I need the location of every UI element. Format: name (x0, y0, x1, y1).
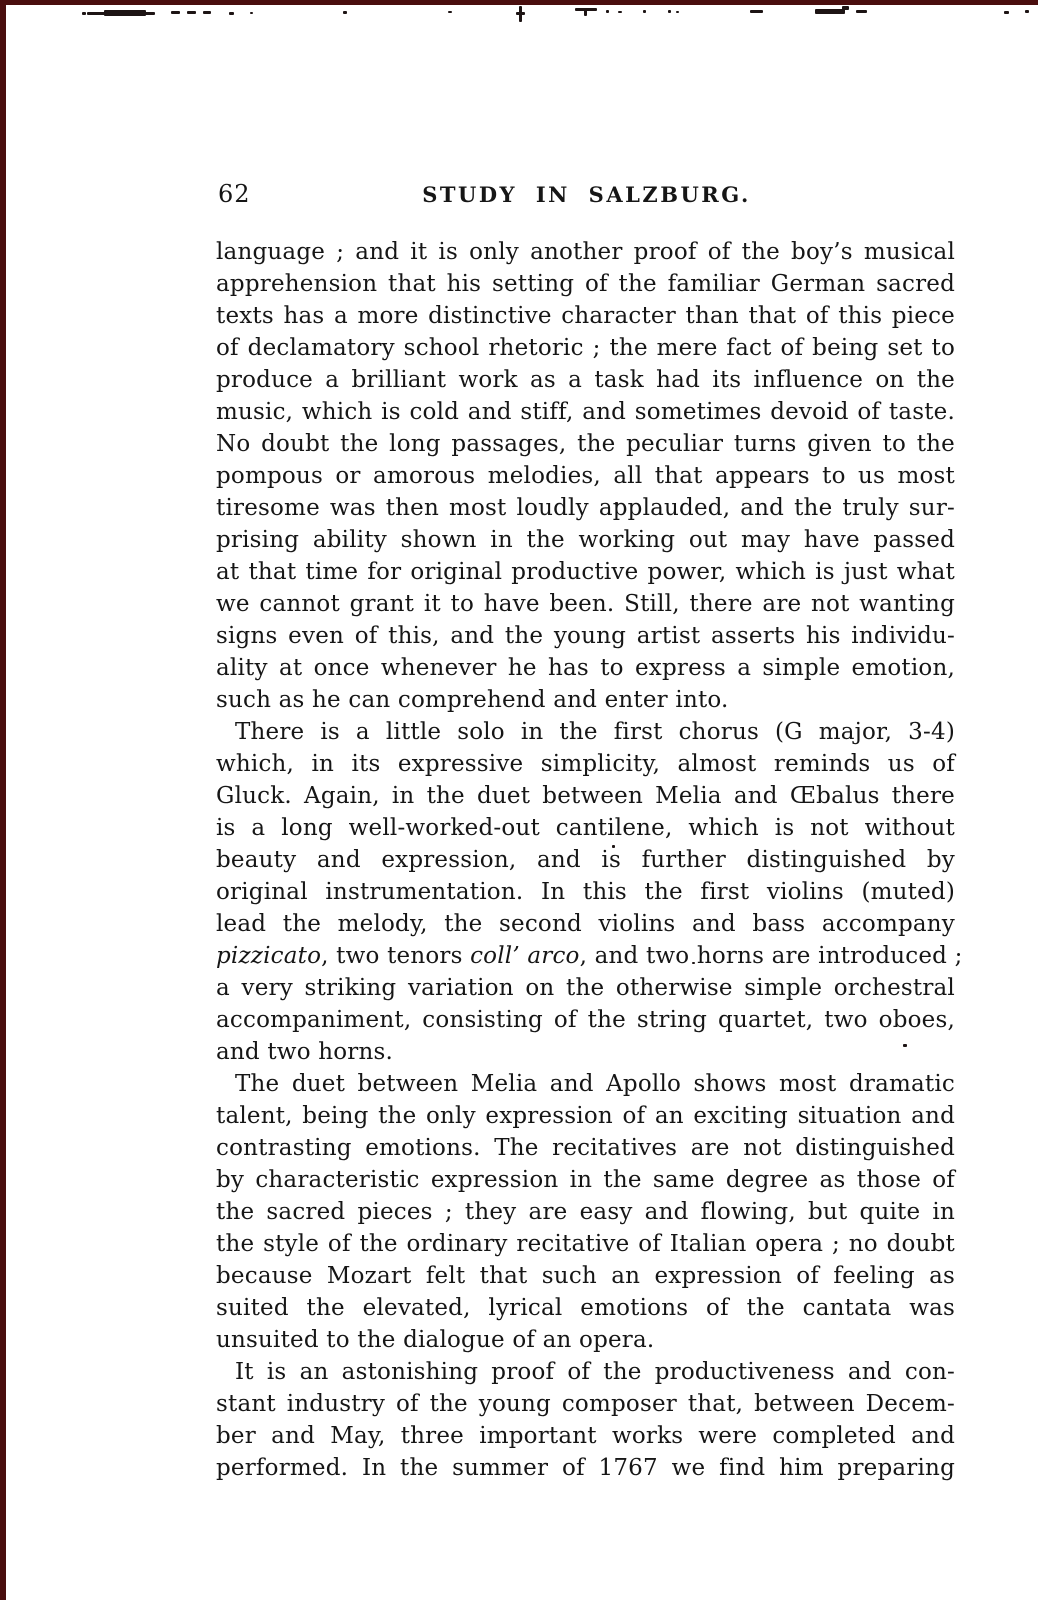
text-line (216, 396, 955, 428)
scan-mark (643, 10, 646, 13)
text-line (216, 1260, 955, 1292)
text-segment: , two tenors (321, 943, 471, 969)
text-line (216, 844, 955, 876)
scan-mark (448, 11, 452, 13)
text-line (216, 1004, 955, 1036)
text-segment: talent, being the only expression of an exciting situation and (216, 1103, 955, 1129)
text-segment: the style of the ordinary recitative of Italian opera ; no doubt (216, 1231, 955, 1257)
italic-text: coll’ arco (470, 943, 580, 969)
scan-mark (171, 11, 180, 14)
scan-mark (815, 9, 845, 14)
text-segment: prising ability shown in the working out may have passed (216, 527, 955, 553)
text-segment: because Mozart felt that such an expression of feeling as (216, 1263, 955, 1289)
text-line (216, 908, 955, 940)
running-title: STUDY IN SALZBURG. (422, 182, 751, 207)
scan-mark (618, 11, 622, 13)
text-segment: Gluck. Again, in the duet between Melia and Œbalus there (216, 783, 955, 809)
text-line (216, 1324, 955, 1356)
text-line (216, 1068, 955, 1100)
scan-mark (203, 11, 211, 14)
scan-mark (676, 11, 679, 13)
text-segment: beauty and expression, and is further distinguished by (216, 847, 955, 873)
text-line (216, 1132, 955, 1164)
scan-mark (104, 10, 146, 16)
text-line (216, 1292, 955, 1324)
scan-mark (229, 12, 234, 15)
text-segment: suited the elevated, lyrical emotions of the cantata was (216, 1295, 955, 1321)
scan-border-left (0, 0, 6, 1600)
text-line (216, 684, 955, 716)
text-line (216, 332, 955, 364)
scan-mark (1004, 11, 1009, 14)
text-line (216, 1420, 955, 1452)
text-line (216, 268, 955, 300)
text-line (216, 364, 955, 396)
text-line (216, 1036, 955, 1068)
text-segment: a very striking variation on the otherwise simple orchestral (216, 975, 955, 1001)
scan-mark (82, 12, 86, 15)
scan-mark (668, 10, 671, 13)
text-segment: such as he can comprehend and enter into. (216, 687, 729, 713)
text-line (216, 876, 955, 908)
text-line (216, 1196, 955, 1228)
body-text (216, 236, 963, 1484)
text-segment: lead the melody, the second violins and bass accompany (216, 911, 955, 937)
text-segment: the sacred pieces ; they are easy and flowing, but quite in (216, 1199, 955, 1225)
text-segment: accompaniment, consisting of the string quartet, two oboes, (216, 1007, 955, 1033)
text-segment: original instrumentation. In this the first violins (muted) (216, 879, 955, 905)
text-line (216, 716, 955, 748)
text-line (216, 460, 955, 492)
text-segment: at that time for original productive power, which is just what (216, 559, 955, 585)
text-segment: which, in its expressive simplicity, almost reminds us of (216, 751, 955, 777)
scan-mark (606, 10, 609, 13)
text-line (216, 972, 955, 1004)
scan-mark (842, 6, 849, 10)
scan-mark (856, 10, 867, 13)
text-segment: of declamatory school rhetoric ; the mere fact of being set to (216, 335, 955, 361)
text-segment: is a long well-worked-out cantilene, which is not without (216, 815, 955, 841)
page-header (218, 180, 955, 210)
text-segment: produce a brilliant work as a task had its influence on the (216, 367, 955, 393)
text-line (216, 1388, 955, 1420)
text-segment: It is an astonishing proof of the productiveness and con- (235, 1359, 955, 1385)
text-line (216, 556, 955, 588)
scan-mark (516, 12, 525, 15)
text-segment: The duet between Melia and Apollo shows most dramatic (235, 1071, 955, 1097)
scan-border-top (0, 0, 1038, 5)
scan-mark (584, 10, 587, 16)
text-line (216, 1452, 955, 1484)
text-line (216, 300, 955, 332)
text-segment: contrasting emotions. The recitatives are not distinguished (216, 1135, 955, 1161)
text-line (216, 1356, 955, 1388)
text-segment: There is a little solo in the first chorus (G major, 3-4) (235, 719, 955, 745)
scan-mark (1025, 10, 1029, 13)
text-line (216, 236, 955, 268)
text-segment: tiresome was then most loudly applauded, and the truly sur- (216, 495, 955, 521)
text-line (216, 1228, 955, 1260)
scan-mark (187, 11, 196, 14)
text-segment: texts has a more distinctive character than that of this piece (216, 303, 955, 329)
italic-text: pizzicato (216, 943, 322, 969)
text-segment: ality at once whenever he has to express a simple emotion, (216, 655, 955, 681)
text-line (216, 492, 955, 524)
text-segment: we cannot grant it to have been. Still, there are not wanting (216, 591, 955, 617)
text-line (216, 940, 963, 972)
text-line (216, 524, 955, 556)
text-segment: stant industry of the young composer that, between Decem- (216, 1391, 955, 1417)
scan-mark (750, 10, 763, 13)
text-segment: by characteristic expression in the same degree as those of (216, 1167, 955, 1193)
text-segment: unsuited to the dialogue of an opera. (216, 1327, 655, 1353)
text-line (216, 428, 955, 460)
page-number: 62 (218, 180, 251, 208)
text-line (216, 1100, 955, 1132)
text-line (216, 652, 955, 684)
text-line (216, 1164, 955, 1196)
text-segment: pompous or amorous melodies, all that appears to us most (216, 463, 955, 489)
text-segment: ber and May, three important works were completed and (216, 1423, 955, 1449)
scan-mark (250, 12, 253, 14)
scan-mark (343, 11, 347, 14)
text-segment: signs even of this, and the young artist asserts his individu- (216, 623, 955, 649)
text-line (216, 780, 955, 812)
text-line (216, 620, 955, 652)
text-segment: language ; and it is only another proof of the boy’s musical (216, 239, 955, 265)
text-segment: performed. In the summer of 1767 we find him preparing (216, 1455, 955, 1481)
text-segment: , and two horns are introduced ; (579, 943, 963, 969)
text-line (216, 748, 955, 780)
text-segment: music, which is cold and stiff, and sometimes devoid of taste. (216, 399, 955, 425)
text-segment: and two horns. (216, 1039, 394, 1065)
text-segment: apprehension that his setting of the familiar German sacred (216, 271, 955, 297)
text-line (216, 588, 955, 620)
text-line (216, 812, 955, 844)
text-segment: No doubt the long passages, the peculiar turns given to the (216, 431, 955, 457)
